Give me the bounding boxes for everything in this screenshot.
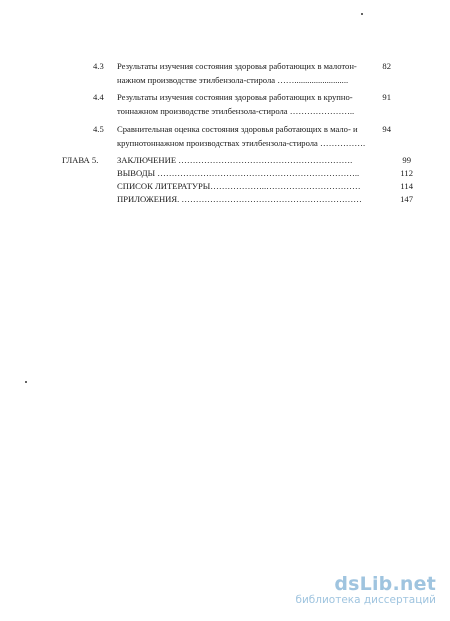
watermark-subtitle: библиотека диссертаций xyxy=(295,594,436,606)
toc-entry-text: крупнотоннажном производствах этилбензола-стирола ……………. xyxy=(117,138,366,148)
toc-page-number: 94 xyxy=(382,124,391,134)
toc-entry-text: ПРИЛОЖЕНИЯ. ……………………………………………………… xyxy=(117,194,362,204)
toc-entry-text: ВЫВОДЫ …………………………………………………………….. xyxy=(117,168,360,178)
toc-entry-text: Сравнительная оценка состояния здоровья работающих в мало- и xyxy=(117,124,358,134)
scan-speck xyxy=(361,13,363,15)
toc-entry-text: СПИСОК ЛИТЕРАТУРЫ………………..…………………………… xyxy=(117,181,361,191)
toc-page-number: 91 xyxy=(382,92,391,102)
toc-page-number: 112 xyxy=(400,168,413,178)
toc-page-number: 147 xyxy=(400,194,413,204)
watermark-logo: dsLib.net xyxy=(334,573,436,595)
scan-speck xyxy=(25,381,27,383)
section-number: 4.3 xyxy=(93,61,104,71)
toc-entry-text: Результаты изучения состояния здоровья работающих в малотон- xyxy=(117,61,357,71)
toc-entry-text: тоннажном производстве этилбензола-стирола ………………….. xyxy=(117,106,355,116)
toc-page-number: 114 xyxy=(400,181,413,191)
toc-page-number: 82 xyxy=(382,61,391,71)
toc-entry-text: нажном производстве этилбензола-стирола ……......................... xyxy=(117,75,349,85)
toc-entry-text: Результаты изучения состояния здоровья работающих в крупно- xyxy=(117,92,353,102)
toc-entry-text: ЗАКЛЮЧЕНИЕ ……………………………………………………. xyxy=(117,155,353,165)
chapter-label: ГЛАВА 5. xyxy=(62,155,99,165)
toc-page-number: 99 xyxy=(402,155,411,165)
section-number: 4.5 xyxy=(93,124,104,134)
section-number: 4.4 xyxy=(93,92,104,102)
watermark xyxy=(295,574,436,607)
